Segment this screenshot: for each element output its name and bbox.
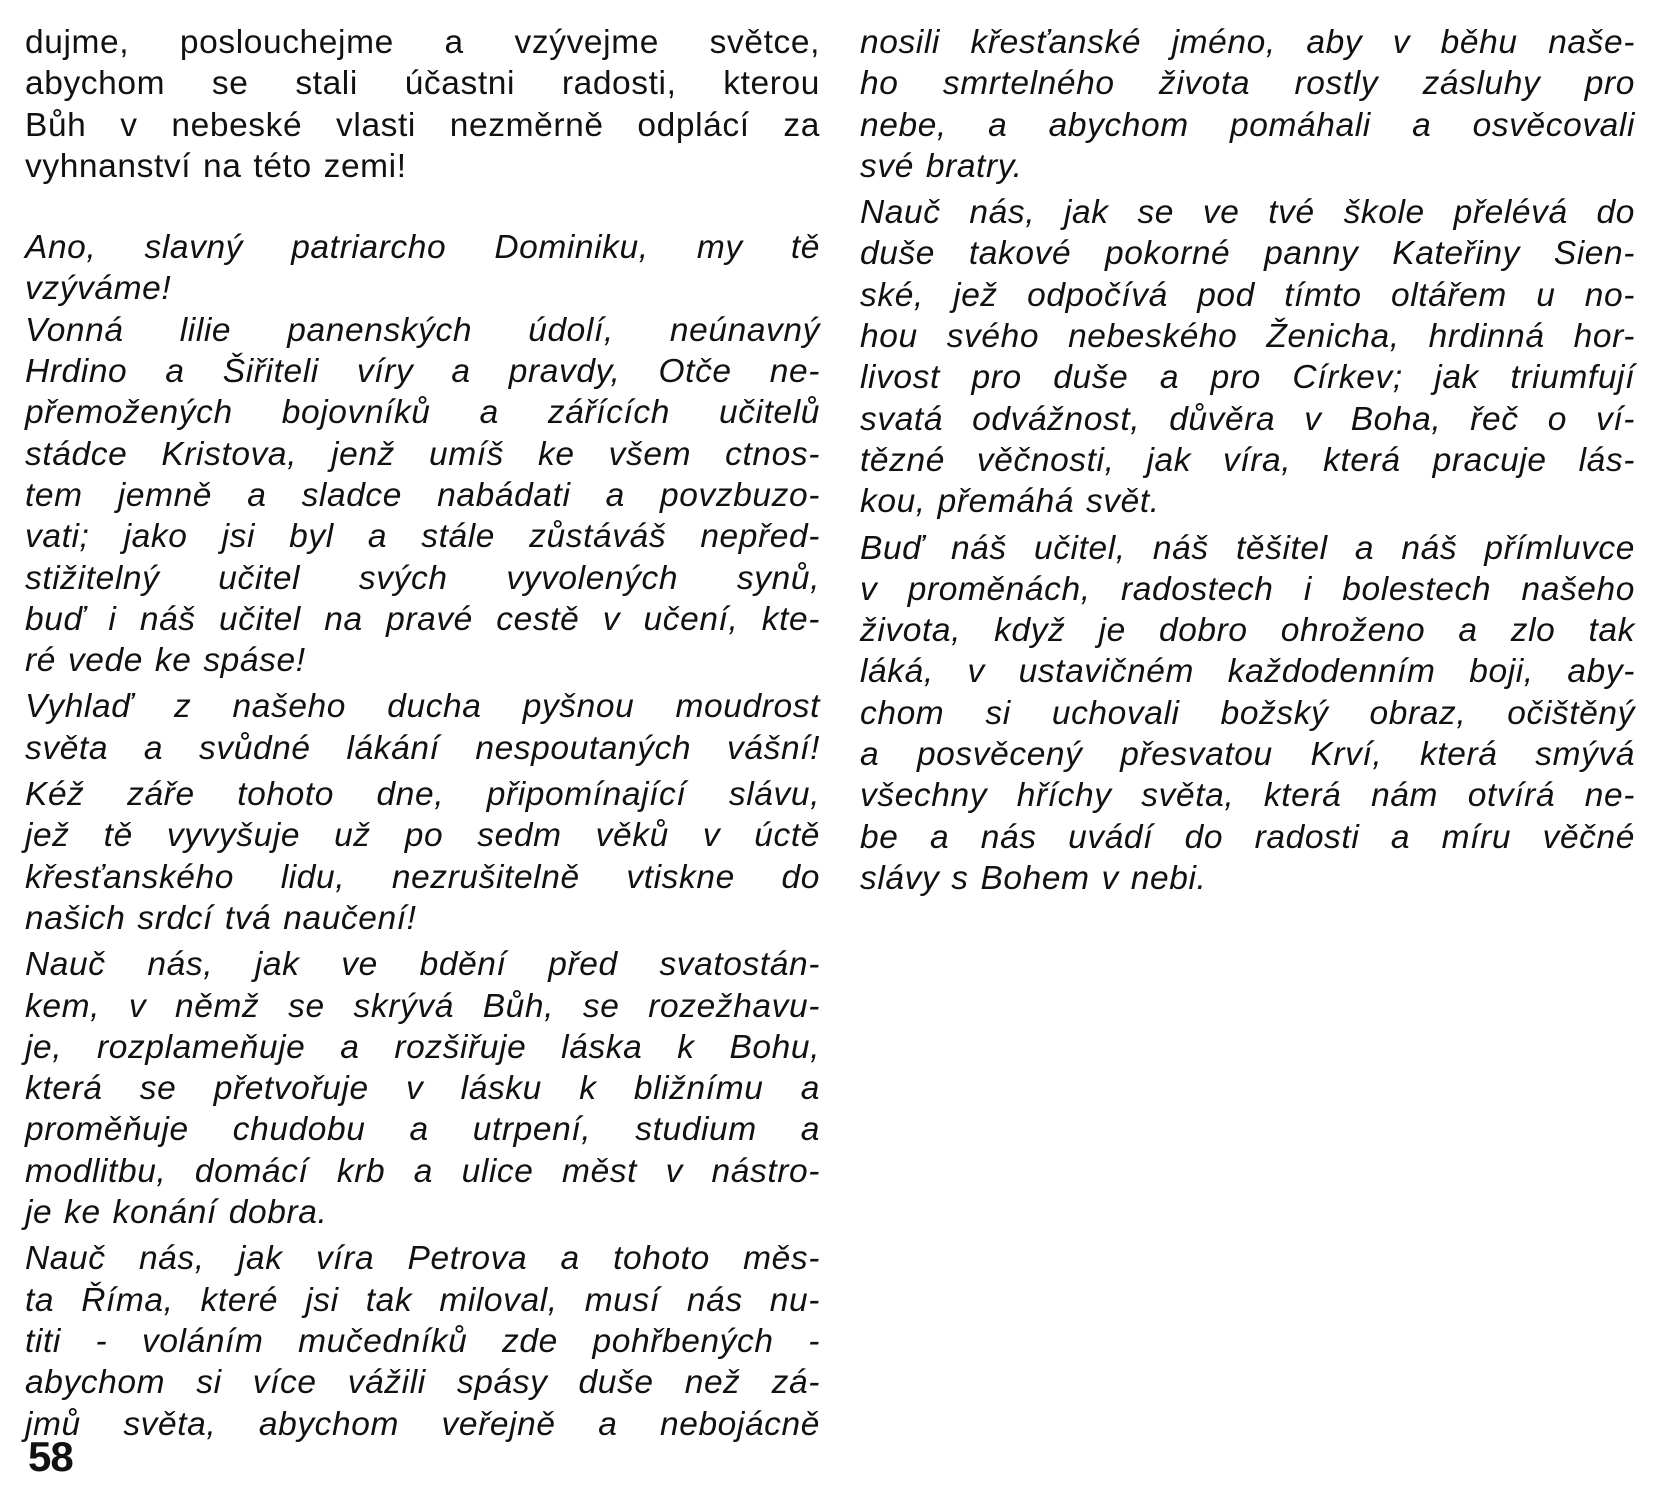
text-line: křesťanského lidu, nezrušitelně vtiskne do — [25, 858, 820, 896]
paragraph-vigil — [25, 944, 820, 1233]
text-line: slávy s Bohem v nebi. — [860, 859, 1207, 897]
text-line: stádce Kristova, jenž umíš ke všem ctnos- — [25, 435, 820, 473]
text-line: a posvěcený přesvatou Krví, která smývá — [860, 736, 1635, 774]
text-line: přemožených bojovníků a zářících učitelů — [25, 394, 820, 432]
text-line: Nauč nás, jak víra Petrova a tohoto měs- — [25, 1240, 820, 1278]
text-line: našich srdcí tvá naučení! — [25, 899, 417, 937]
text-line: Hrdino a Šiřiteli víry a pravdy, Otče ne- — [25, 353, 820, 391]
text-line: nebe, a abychom pomáhali a osvěcovali — [860, 106, 1635, 144]
text-line: hou svého nebeského Ženicha, hrdinná hor- — [860, 318, 1635, 356]
text-line: ta Říma, které jsi tak miloval, musí nás nu- — [25, 1281, 820, 1319]
text-line: ho smrtelného života rostly zásluhy pro — [860, 65, 1635, 103]
text-line: láká, v ustavičném každodenním boji, aby- — [860, 653, 1635, 691]
text-line: be a nás uvádí do radosti a míru věčné — [860, 818, 1635, 856]
text-line: vyhnanství na této zemi! — [25, 147, 407, 185]
text-line: dujme, poslouchejme a vzývejme světce, — [25, 24, 820, 61]
section-gap — [25, 187, 820, 227]
right-column — [860, 22, 1635, 899]
text-line: Buď náš učitel, náš těšitel a náš přímluvce — [860, 529, 1635, 567]
text-line: tězné věčnosti, jak víra, která pracuje lás- — [860, 441, 1635, 479]
text-line: Kéž záře tohoto dne, připomínající slávu, — [25, 776, 820, 814]
text-line: Nauč nás, jak se ve tvé škole přelévá do — [860, 194, 1635, 232]
text-line: svatá odvážnost, důvěra v Boha, řeč o ví- — [860, 400, 1635, 438]
text-line: proměňuje chudobu a utrpení, studium a — [25, 1111, 820, 1149]
text-line: jmů světa, abychom veřejně a nebojácně — [25, 1405, 820, 1443]
paragraph-wisdom — [25, 686, 820, 769]
text-line: nosili křesťanské jméno, aby v běhu naše- — [860, 24, 1635, 61]
text-line: abychom se stali účastni radosti, kterou — [25, 65, 820, 103]
paragraph-lily — [25, 310, 820, 682]
text-line: Ano, slavný patriarcho Dominiku, my tě — [25, 229, 820, 267]
text-line: titi - voláním mučedníků zde pohřbených - — [25, 1322, 820, 1360]
page-number: 58 — [28, 1433, 73, 1480]
text-line: kem, v němž se skrývá Bůh, se rozežhavu- — [25, 987, 820, 1025]
text-line: své bratry. — [860, 147, 1023, 185]
text-line: kou, přemáhá svět. — [860, 483, 1160, 521]
paragraph-christian-name — [860, 22, 1635, 187]
text-line: chom si uchovali božský obraz, očištěný — [860, 694, 1635, 732]
text-line: tem jemně a sladce nabádati a povzbuzo- — [25, 476, 820, 514]
text-line: Vyhlaď z našeho ducha pyšnou moudrost — [25, 688, 820, 726]
text-line: je ke konání dobra. — [25, 1194, 328, 1232]
text-line: která se přetvořuje v lásku k bližnímu a — [25, 1070, 820, 1108]
text-line: života, když je dobro ohroženo a zlo tak — [860, 612, 1635, 650]
paragraph-teacher — [860, 528, 1635, 900]
paragraph-catherine — [860, 192, 1635, 522]
text-line: abychom si více vážili spásy duše než zá- — [25, 1364, 820, 1402]
text-line: vati; jako jsi byl a stále zůstáváš nepřed- — [25, 518, 820, 556]
text-line: vzýváme! — [25, 270, 172, 308]
text-line: ré vede ke spáse! — [25, 642, 306, 680]
text-line: jež tě vyvyšuje už po sedm věků v úctě — [25, 817, 820, 855]
text-line: Bůh v nebeské vlasti nezměrně odplácí za — [25, 106, 820, 144]
left-column — [25, 22, 820, 1445]
paragraph-glory — [25, 774, 820, 939]
text-line: livost pro duše a pro Církev; jak triumfují — [860, 359, 1635, 397]
text-line: duše takové pokorné panny Kateřiny Sien- — [860, 235, 1635, 273]
text-line: Nauč nás, jak ve bdění před svatostán- — [25, 946, 820, 984]
text-line: stižitelný učitel svých vyvolených synů, — [25, 559, 820, 597]
text-line: je, rozplameňuje a rozšiřuje láska k Bohu, — [25, 1028, 820, 1066]
intro-paragraph — [25, 22, 820, 187]
text-line: modlitbu, domácí krb a ulice měst v nástro- — [25, 1152, 820, 1190]
paragraph-faith-of-peter — [25, 1238, 820, 1444]
text-line: ské, jež odpočívá pod tímto oltářem u no- — [860, 276, 1635, 314]
text-line: všechny hříchy světa, která nám otvírá ne- — [860, 777, 1635, 815]
text-line: Vonná lilie panenských údolí, neúnavný — [25, 311, 820, 349]
text-line: světa a svůdné lákání nespoutaných vášní! — [25, 729, 820, 767]
invocation-paragraph — [25, 227, 820, 310]
text-line: buď i náš učitel na pravé cestě v učení, kte- — [25, 600, 820, 638]
text-line: v proměnách, radostech i bolestech našeho — [860, 570, 1635, 608]
